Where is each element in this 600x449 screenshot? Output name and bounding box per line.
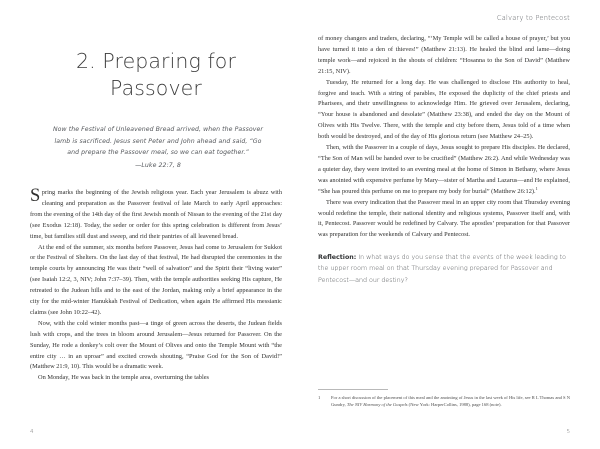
footnote-text	[331, 394, 570, 409]
paragraph-2: At the end of the summer, six months before Passover, Jesus had come to Jerusalem for Sukkot or the Festival of Shelters. On the last day of that festival, He had disrupted the ceremonies in the temple courts by announcing He was their “well of salvation” and the Spirit their “living water” (see Isaiah 12:2, 3, NIV; John 7:37–39). Then, with the temple authorities seeking His capture, He retreated to the Judean hills and to the east of the Jordan, making only a brief appearance in the city for the mid-winter Hanukkah Festival of Dedication, when again He affirmed His messianic claims (see John 10:22–42).	[30, 243, 282, 316]
page-number-left: 4	[30, 429, 34, 435]
chapter-title	[30, 48, 282, 102]
paragraph-1	[30, 185, 282, 243]
paragraph-3: Now, with the cold winter months past—a tinge of green across the deserts, the Judean fields lush with crops, and the trees in bloom around Jerusalem—Jesus returned for Passover. On the Sunday, He rode a donkey’s colt over the Mount of Olives and onto the Temple Mount with “the entire city … in an uproar” and excited crowds shouting, “Praise God for the Son of David!” (Matthew 21:9, 10). This would be a dramatic week.	[30, 319, 282, 371]
footnote-text-part-2: (New York: HarperCollins, 1988), page 168 (note).	[407, 402, 502, 408]
drop-cap: S	[30, 185, 41, 206]
paragraph-3	[318, 143, 570, 198]
footnote	[318, 394, 570, 409]
epigraph-source: —Luke 22:7, 8	[135, 161, 181, 169]
epigraph-text: Now the Festival of Unleavened Bread arrived, when the Passover lamb is sacrificed. Jesus sent Peter and John ahead and said, “Go and prepare the Passover meal, so we can eat together.”	[52, 126, 264, 157]
footnote-number: 1	[318, 394, 321, 400]
page-number-right: 5	[566, 429, 570, 435]
paragraph-1-text: pring marks the beginning of the Jewish religious year. Each year Jerusalem is abuzz with cleaning and preparation as the Passover festival of late March to early April approaches: from the evening of the 14th day of the first Jewish month of Nissan to the evening of the 21st day (see Exodus 12:18). Today, the seder or order for this spring celebration is different from Jesus’ time, but families still dust and sweep, and rid their pantries of all leavened bread.	[30, 188, 282, 240]
chapter-title-line-1: 2. Preparing for	[76, 49, 236, 73]
footnote-text-part-1: For a short discussion of the placement of this meal and the anointing of Jesus in the last week of His life, see R L Thomas and S N Gundry,	[331, 394, 570, 408]
chapter-title-line-2: Passover	[110, 76, 202, 101]
epigraph	[48, 124, 268, 171]
paragraph-1: of money changers and traders, declaring, “‘My Temple will be called a house of prayer,’ but you have turned it into a den of thieves!” (Matthew 21:13). He healed the blind and lame—doing temple work—and rejoiced in the shouts of children: “Hosanna to the Son of David” (Matthew 21:15, NIV).	[318, 35, 570, 75]
footnote-area	[318, 389, 570, 409]
left-body-column	[30, 185, 282, 384]
paragraph-4: There was every indication that the Passover meal in an upper city room that Thursday evening would redefine the temple, their national identity and religious systems, Passover itself and, with it, Pentecost. Passover would be redefined by Calvary. The apostles’ preparation for that Passover was preparation for the weekends of Calvary and Pentecost.	[318, 198, 570, 239]
footnote-separator-rule	[318, 389, 388, 390]
reflection-text: In what ways do you sense that the events of the week leading to the upper room meal on that Thursday evening prepared for Passover and Pentecost—and our destiny?	[318, 254, 566, 284]
paragraph-2: Tuesday, He returned for a long day. He was challenged to disclose His authority to heal, forgive and teach. With a string of parables, He exposed the duplicity of the chief priests and Pharisees, and their unwillingness to acknowledge Him. He grieved over Jerusalem, declaring, “Your house is abandoned and desolate” (Matthew 23:38), and ended the day on the Mount of Olives with His Twelve. There, with the temple and city before them, Jesus told of a time when both would be destroyed, and of the day of His glorious return (see Matthew 24–25).	[318, 78, 570, 141]
footnote-marker: 1	[535, 185, 538, 191]
running-head: Calvary to Pentecost	[496, 14, 570, 22]
paragraph-3-text: Then, with the Passover in a couple of days, Jesus sought to prepare His disciples. He declared, “The Son of Man will be handed over to be crucified” (Matthew 26:2). And while Wednesday was a quieter day, they were invited to an evening meal at the home of Simon in Bethany, where Jesus was anointed with expensive perfume by Mary—sister of Martha and Lazarus—and He explained, “She has poured this perfume on me to prepare my body for burial” (Matthew 26:12).	[318, 144, 570, 195]
right-page	[300, 0, 600, 449]
footnote-book-title: The NIV Harmony of the Gospels	[346, 402, 408, 408]
right-body-column	[318, 34, 570, 241]
reflection-label: Reflection:	[318, 254, 357, 262]
paragraph-4: On Monday, He was back in the temple area, overturning the tables	[38, 374, 209, 382]
reflection-block	[318, 252, 570, 286]
